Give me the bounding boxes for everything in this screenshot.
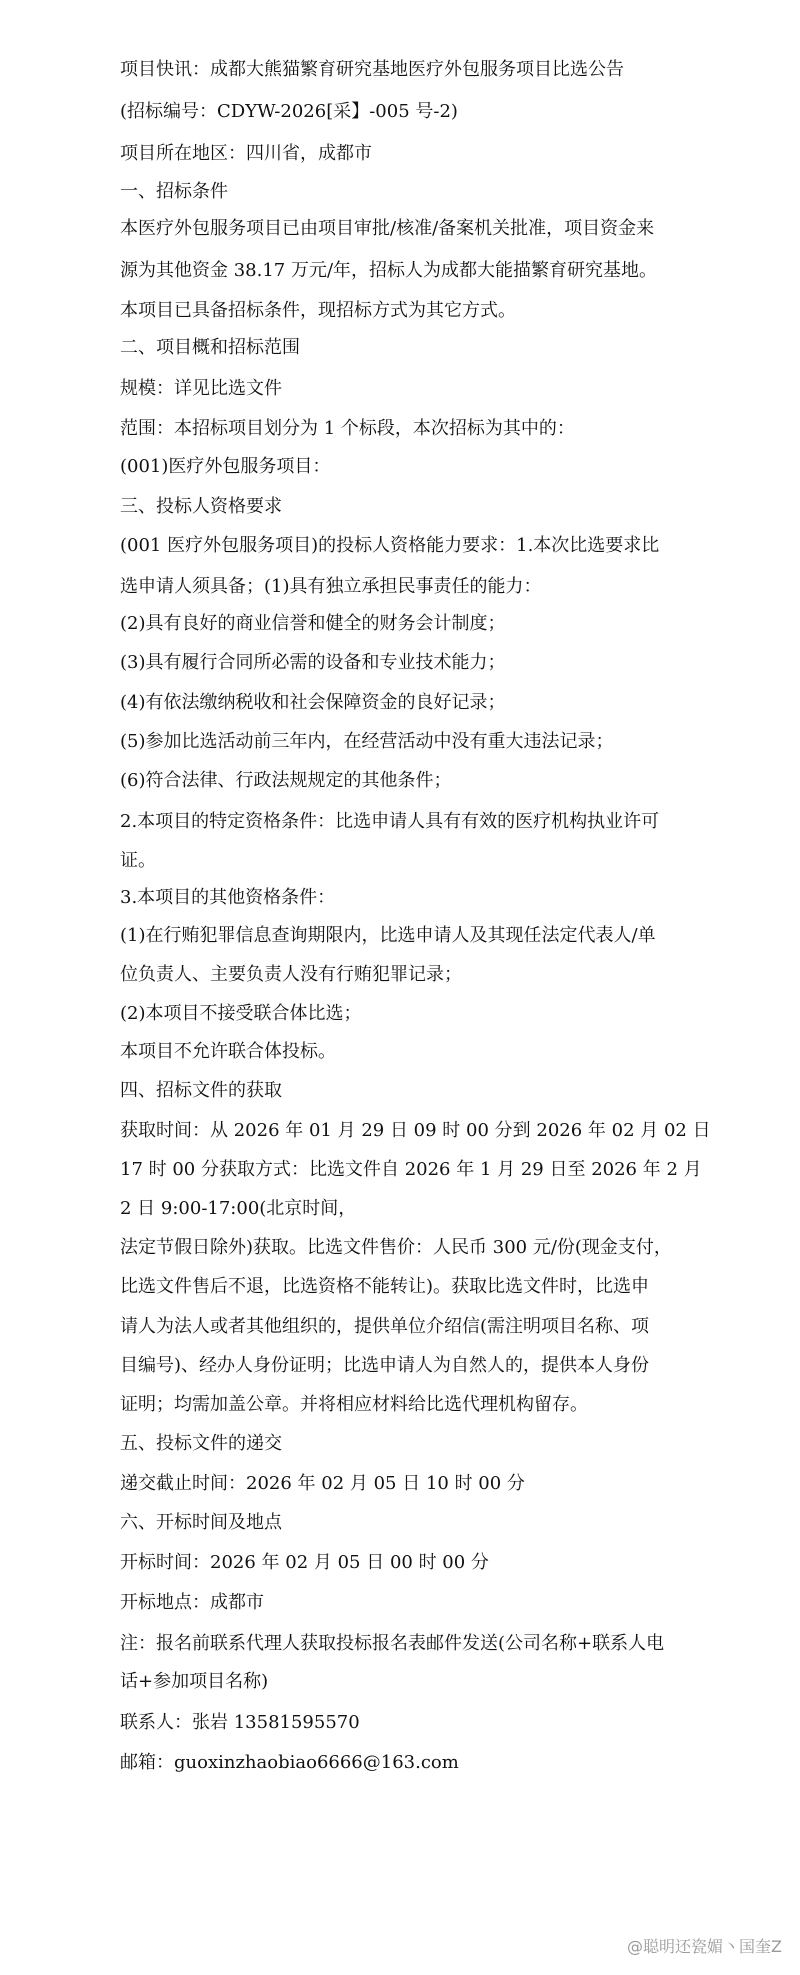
acquire-time-line-3: 2 日 9:00-17:00(北京时间， bbox=[120, 1198, 357, 1219]
scope-line: 范围：本招标项目划分为 1 个标段，本次招标为其中的： bbox=[120, 418, 575, 439]
acquire-price-line-4: 目编号)、经办人身份证明；比选申请人为自然人的，提供本人身份 bbox=[120, 1355, 650, 1376]
section-6-heading: 六、开标时间及地点 bbox=[120, 1512, 282, 1533]
opening-place: 开标地点：成都市 bbox=[120, 1592, 264, 1613]
qualification-item-3: (3)具有履行合同所必需的设备和专业技术能力； bbox=[120, 652, 506, 673]
qualification-item-2: (2)具有良好的商业信誉和健全的财务会计制度； bbox=[120, 613, 506, 634]
scale-line: 规模：详见比选文件 bbox=[120, 378, 282, 399]
qualification-item-5: (5)参加比选活动前三年内，在经营活动中没有重大违法记录； bbox=[120, 731, 614, 752]
condition-line-2: 源为其他资金 38.17 万元/年，招标人为成都大能描繁育研究基地。 bbox=[120, 260, 658, 281]
section-3-heading: 三、投标人资格要求 bbox=[120, 496, 282, 517]
other-qualification-item-2: (2)本项目不接受联合体比选； bbox=[120, 1003, 362, 1024]
condition-line-3: 本项目已具备招标条件，现招标方式为其它方式。 bbox=[120, 300, 516, 321]
acquire-price-line-1: 法定节假日除外)获取。比选文件售价：人民币 300 元/份(现金支付， bbox=[120, 1237, 672, 1258]
acquire-price-line-3: 请人为法人或者其他组织的，提供单位介绍信(需注明项目名称、项 bbox=[120, 1316, 650, 1337]
qualification-line-1: (001 医疗外包服务项目)的投标人资格能力要求：1.本次比选要求比 bbox=[120, 535, 660, 556]
acquire-time-line-1: 获取时间：从 2026 年 01 月 29 日 09 时 00 分到 2026 年 02 月 02 日 bbox=[120, 1120, 711, 1141]
special-qualification-line-2: 证。 bbox=[120, 850, 156, 871]
acquire-time-line-2: 17 时 00 分获取方式：比选文件自 2026 年 1 月 29 日至 2026 年 2 月 bbox=[120, 1159, 702, 1180]
other-qualification-heading: 3.本项目的其他资格条件： bbox=[120, 887, 336, 908]
section-4-heading: 四、招标文件的获取 bbox=[120, 1080, 282, 1101]
qualification-item-6: (6)符合法律、行政法规规定的其他条件； bbox=[120, 770, 452, 791]
acquire-price-line-2: 比选文件售后不退，比选资格不能转让)。获取比选文件时，比选申 bbox=[120, 1276, 650, 1297]
consortium-line: 本项目不允许联合体投标。 bbox=[120, 1041, 336, 1062]
watermark: @聪明还瓷媚丶国奎Z bbox=[627, 1937, 782, 1956]
section-1-heading: 一、招标条件 bbox=[120, 181, 228, 202]
acquire-price-line-5: 证明；均需加盖公章。并将相应材料给比选代理机构留存。 bbox=[120, 1394, 588, 1415]
special-qualification-line-1: 2.本项目的特定资格条件：比选申请人具有有效的医疗机构执业许可 bbox=[120, 811, 660, 832]
section-2-heading: 二、项目概和招标范围 bbox=[120, 337, 300, 358]
qualification-line-2: 选申请人须具备；(1)具有独立承担民事责任的能力： bbox=[120, 576, 542, 597]
note-line-2: 话+参加项目名称) bbox=[120, 1671, 269, 1692]
other-qualification-item-1b: 位负责人、主要负责人没有行贿犯罪记录； bbox=[120, 964, 462, 985]
note-line-1: 注：报名前联系代理人获取投标报名表邮件发送(公司名称+联系人电 bbox=[120, 1633, 665, 1654]
condition-line-1: 本医疗外包服务项目已由项目审批/核准/备案机关批准，项目资金来 bbox=[120, 218, 655, 239]
submit-deadline: 递交截止时间：2026 年 02 月 05 日 10 时 00 分 bbox=[120, 1473, 525, 1494]
title-line: 项目快讯：成都大熊猫繁育研究基地医疗外包服务项目比选公告 bbox=[120, 59, 624, 80]
lot-line: (001)医疗外包服务项目： bbox=[120, 456, 331, 477]
section-5-heading: 五、投标文件的递交 bbox=[120, 1433, 282, 1454]
bid-number: (招标编号：CDYW-2026[采】-005 号-2) bbox=[120, 101, 458, 122]
contact-email[interactable]: 邮箱：guoxinzhaobiao6666@163.com bbox=[120, 1752, 459, 1773]
opening-time: 开标时间：2026 年 02 月 05 日 00 时 00 分 bbox=[120, 1552, 489, 1573]
qualification-item-4: (4)有依法缴纳税收和社会保障资金的良好记录； bbox=[120, 692, 506, 713]
other-qualification-item-1a: (1)在行贿犯罪信息查询期限内，比选申请人及其现任法定代表人/单 bbox=[120, 925, 656, 946]
contact-person: 联系人：张岩 13581595570 bbox=[120, 1712, 360, 1733]
project-region: 项目所在地区：四川省，成都市 bbox=[120, 143, 372, 164]
